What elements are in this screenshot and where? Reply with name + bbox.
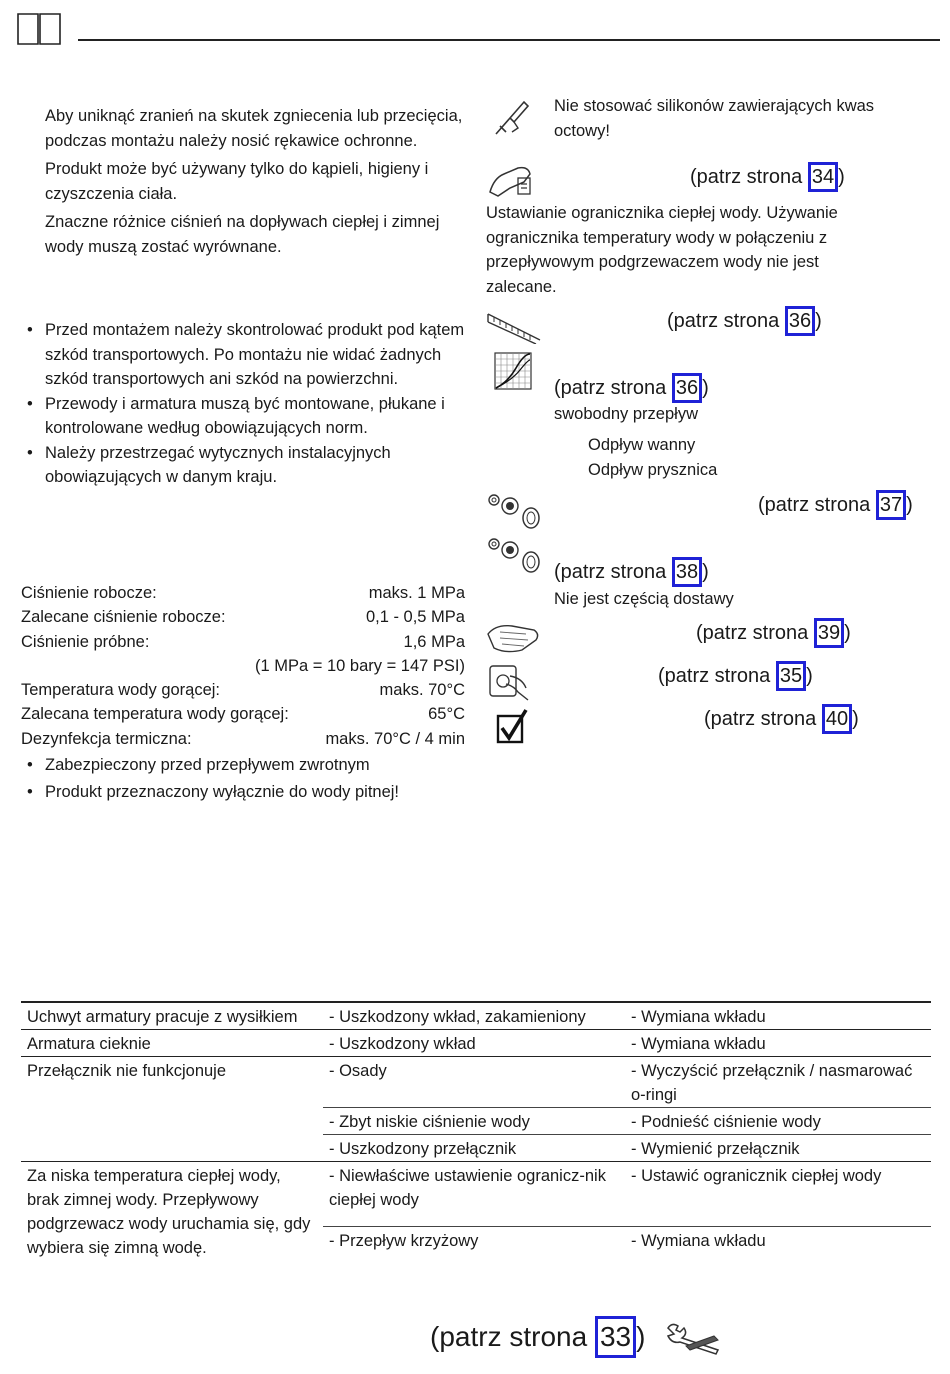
spec-value: maks. 70°C / 4 min [325, 729, 465, 748]
list-item: • Należy przestrzegać wytycznych instalacyjnych obowiązujących w danym kraju. [21, 441, 465, 490]
ref-prefix: (patrz strona [430, 1321, 595, 1352]
spec-row [21, 702, 465, 726]
safety-intro [45, 104, 465, 259]
problem-cell [21, 1135, 323, 1162]
page-link[interactable]: 34 [808, 162, 838, 192]
ref-suffix: ) [852, 708, 859, 730]
scale-icon [486, 310, 542, 344]
problem-cell: Armatura cieknie [27, 1035, 151, 1053]
page-link[interactable]: 37 [876, 490, 906, 520]
page-ref[interactable] [658, 661, 813, 691]
cause-cell: - Zbyt niskie ciśnienie wody [323, 1108, 625, 1135]
spec-value: maks. 70°C [379, 681, 465, 700]
spec-label: Zalecana temperatura wody gorącej: [21, 705, 289, 724]
troubleshooting-table [21, 1001, 931, 1260]
cause-cell: - Przepływ krzyżowy [323, 1226, 625, 1260]
ref-suffix: ) [806, 665, 813, 687]
problem-cell: Za niska temperatura ciepłej wody, brak zimnej wody. Przepływowy podgrzewacz wody uruchamia się, gdy wybiera się zimną wodę. [27, 1167, 311, 1257]
ref-suffix: ) [815, 310, 822, 332]
ref-suffix: ) [636, 1321, 646, 1352]
page-link[interactable]: 35 [776, 661, 806, 691]
specs-block [21, 581, 465, 804]
problem-cell: Uchwyt armatury pracuje z wysiłkiem [27, 1008, 298, 1026]
spec-label: Ciśnienie próbne: [21, 632, 150, 651]
table-row [21, 1030, 931, 1057]
not-included-text: Nie jest częścią dostawy [554, 590, 734, 608]
install-bullets [21, 318, 465, 490]
list-item: • Produkt przeznaczony wyłącznie do wody pitnej! [21, 780, 465, 805]
spec-value: 65°C [428, 705, 465, 724]
remedy-cell: - Ustawić ogranicznik ciepłej wody [631, 1167, 882, 1185]
page-ref[interactable] [704, 704, 859, 734]
cause-cell: - Uszkodzony wkład, zakamieniony [329, 1008, 586, 1026]
page-ref[interactable] [758, 490, 913, 520]
ref-prefix: (patrz strona [690, 166, 808, 188]
list-item: Odpływ wanny [588, 436, 696, 454]
page-link[interactable]: 39 [814, 618, 844, 648]
ref-prefix: (patrz strona [696, 622, 814, 644]
ref-suffix: ) [906, 494, 913, 516]
remedy-cell: - Wymiana wkładu [631, 1035, 766, 1053]
spec-note: (1 MPa = 10 bary = 147 PSI) [254, 656, 465, 675]
flow-diagram-icon [494, 352, 532, 390]
list-item: Odpływ prysznica [588, 460, 718, 479]
table-row [21, 1057, 931, 1108]
cleaning-hand-icon [486, 620, 542, 656]
table-row [21, 1108, 931, 1135]
spec-value: maks. 1 MPa [368, 584, 465, 602]
silicone-gun-icon [490, 96, 530, 138]
page-link[interactable]: 36 [785, 306, 815, 336]
table-row [21, 1162, 931, 1227]
checkbox-checked-icon [496, 708, 530, 744]
cause-cell: - Uszkodzony przełącznik [323, 1135, 625, 1162]
ref-prefix: (patrz strona [554, 561, 672, 583]
flow-items [588, 433, 717, 482]
ref-prefix: (patrz strona [758, 494, 876, 516]
spec-label: Ciśnienie robocze: [21, 584, 157, 602]
page-link[interactable]: 36 [672, 373, 702, 403]
remedy-cell: - Wymiana wkładu [631, 1008, 766, 1026]
page-ref[interactable] [690, 162, 845, 192]
flow-label: swobodny przepływ [554, 405, 698, 423]
footer-page-ref[interactable] [430, 1316, 645, 1358]
spec-row [21, 605, 465, 629]
ref-prefix: (patrz strona [667, 310, 785, 332]
ref-prefix: (patrz strona [658, 665, 776, 687]
list-item: • Zabezpieczony przed przepływem zwrotnym [21, 753, 465, 778]
ref-suffix: ) [702, 561, 709, 583]
spec-bullets [21, 753, 465, 804]
spec-label: Temperatura wody gorącej: [21, 681, 221, 700]
limiter-text: Ustawianie ogranicznika ciepłej wody. Używanie ogranicznika temperatury wody w połączeniu z przepływowym podgrzewaczem wody nie jest zalecane. [486, 204, 838, 296]
list-item: • Przewody i armatura muszą być montowane, płukane i kontrolowane według obowiązujących norm. [21, 392, 465, 441]
wrench-screwdriver-icon [664, 1322, 722, 1356]
cause-cell: - Osady [329, 1062, 387, 1080]
remedy-cell: - Wymiana wkładu [625, 1226, 931, 1260]
book-icon [16, 10, 62, 48]
remedy-cell: - Podnieść ciśnienie wody [625, 1108, 931, 1135]
problem-cell [21, 1108, 323, 1135]
handle-hand-icon [488, 662, 536, 702]
silicone-warning: Nie stosować silikonów zawierających kwas octowy! [554, 97, 875, 140]
spec-value: 0,1 - 0,5 MPa [365, 608, 465, 627]
ref-suffix: ) [844, 622, 851, 644]
header-rule [78, 39, 940, 41]
ref-prefix: (patrz strona [554, 377, 672, 399]
spec-label: Dezynfekcja termiczna: [21, 729, 192, 748]
cause-cell: - Niewłaściwe ustawienie ogranicz-nik ciepłej wody [329, 1167, 606, 1209]
list-item: • Przed montażem należy skontrolować produkt pod kątem szkód transportowych. Po montażu nie widać żadnych szkód transportowych ani szkód na powierzchni. [21, 318, 465, 392]
spec-row [21, 727, 465, 751]
table-row [21, 1002, 931, 1030]
page-ref[interactable] [554, 373, 709, 403]
cause-cell: - Uszkodzony wkład [329, 1035, 476, 1053]
remedy-cell: - Wymienić przełącznik [625, 1135, 931, 1162]
spec-value: 1,6 MPa [403, 632, 465, 651]
spec-row [21, 581, 465, 605]
page-ref[interactable] [554, 557, 709, 587]
spec-row [21, 630, 465, 654]
table-row [21, 1135, 931, 1162]
ref-suffix: ) [702, 377, 709, 399]
spec-row [21, 678, 465, 702]
page-ref[interactable] [667, 306, 822, 336]
remedy-cell: - Wyczyścić przełącznik / nasmarować o-ringi [631, 1062, 913, 1104]
problem-cell: Przełącznik nie funkcjonuje [27, 1062, 227, 1080]
ref-suffix: ) [838, 166, 845, 188]
page-link[interactable]: 40 [822, 704, 852, 734]
spec-label: Zalecane ciśnienie robocze: [21, 608, 226, 627]
fittings-icon [486, 492, 544, 530]
ref-prefix: (patrz strona [704, 708, 822, 730]
fittings-icon [486, 536, 544, 574]
page-ref[interactable] [696, 618, 851, 648]
page-link[interactable]: 38 [672, 557, 702, 587]
thermostat-hand-icon [488, 160, 534, 200]
safety-gloves-text: Aby uniknąć zranień na skutek zgniecenia lub przecięcia, podczas montażu należy nosić rękawice ochronne. [45, 107, 463, 150]
page-link[interactable]: 33 [595, 1316, 636, 1358]
usage-text: Produkt może być używany tylko do kąpieli, higieny i czyszczenia ciała. [45, 160, 429, 203]
pressure-text: Znaczne różnice ciśnień na dopływach ciepłej i zimnej wody muszą zostać wyrównane. [45, 213, 440, 256]
